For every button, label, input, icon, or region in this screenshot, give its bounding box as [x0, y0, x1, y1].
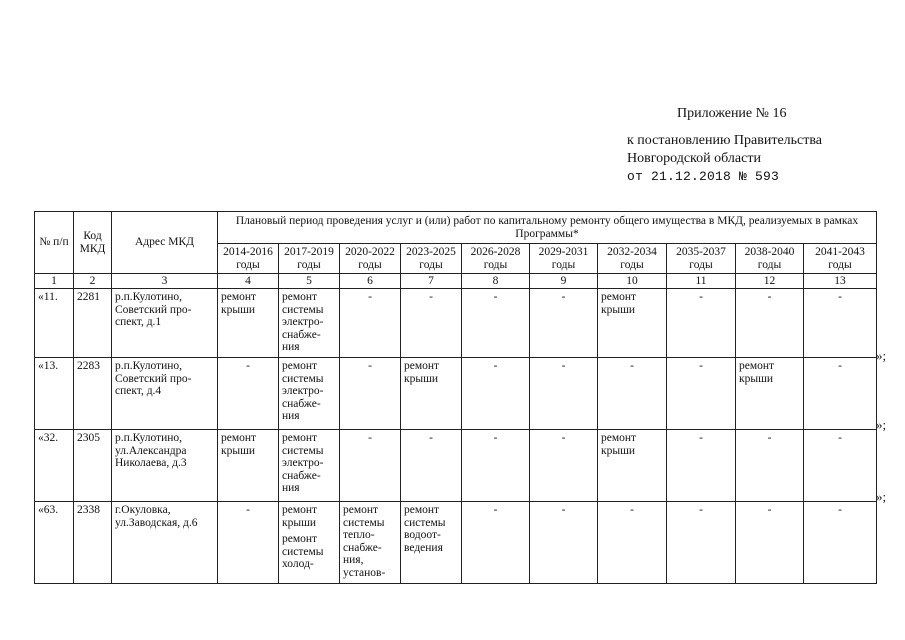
work-cell: - [462, 358, 530, 430]
row-code: 2338 [74, 502, 112, 584]
work-cell: ремонт системы электро-снабже-ния [279, 358, 340, 430]
period-header: 2014-2016 годы [218, 244, 279, 274]
work-cell: ремонт крыши [598, 289, 667, 358]
period-header: 2032-2034 годы [598, 244, 667, 274]
row-address: р.п.Кулотино, Советский про-спект, д.4 [112, 358, 218, 430]
work-cell: - [804, 502, 877, 584]
column-number: 7 [401, 274, 462, 289]
table-row [35, 502, 877, 584]
row-end-mark: »; [876, 417, 887, 432]
row-num: «11. [35, 289, 74, 358]
table-row [35, 289, 877, 358]
row-end-mark: »; [876, 348, 887, 363]
work-cell: - [736, 430, 804, 502]
column-number: 4 [218, 274, 279, 289]
column-number: 6 [340, 274, 401, 289]
work-cell: - [462, 430, 530, 502]
work-cell: - [218, 358, 279, 430]
work-cell: - [340, 358, 401, 430]
column-number: 13 [804, 274, 877, 289]
column-number: 2 [74, 274, 112, 289]
work-cell: - [462, 289, 530, 358]
work-cell: ремонт системы электро-снабже-ния [279, 289, 340, 358]
work-cell: - [804, 430, 877, 502]
work-cell: - [340, 289, 401, 358]
work-cell: ремонт крыши [218, 289, 279, 358]
column-number: 11 [667, 274, 736, 289]
column-number: 12 [736, 274, 804, 289]
work-cell: ремонт крыши [736, 358, 804, 430]
work-cell: - [530, 430, 598, 502]
period-header: 2035-2037 годы [667, 244, 736, 274]
header-address: Адрес МКД [112, 212, 218, 274]
work-cell: - [218, 502, 279, 584]
work-cell: ремонт крыши [401, 358, 462, 430]
work-cell: - [667, 430, 736, 502]
header-num: № п/п [35, 212, 74, 274]
work-cell: ремонт крыши [218, 430, 279, 502]
work-cell: - [340, 430, 401, 502]
period-header: 2017-2019 годы [279, 244, 340, 274]
header-period-title: Плановый период проведения услуг и (или) работ по капитальному ремонту общего имущества в МКД, реализуемых в рамках Программы* [218, 212, 877, 244]
work-cell: - [530, 502, 598, 584]
column-number: 9 [530, 274, 598, 289]
column-number: 5 [279, 274, 340, 289]
repair-schedule-table [34, 211, 877, 584]
row-address: р.п.Кулотино, ул.Александра Николаева, д.3 [112, 430, 218, 502]
resolution-line-2: Новгородской области [627, 151, 761, 166]
column-number: 10 [598, 274, 667, 289]
column-number: 3 [112, 274, 218, 289]
appendix-title: Приложение № 16 [677, 106, 787, 121]
work-cell: ремонт системы водоот-ведения [401, 502, 462, 584]
period-header: 2038-2040 годы [736, 244, 804, 274]
work-cell: - [736, 502, 804, 584]
work-item: ремонт крыши [282, 504, 318, 529]
document-header [627, 105, 822, 186]
work-cell: - [401, 430, 462, 502]
row-code: 2305 [74, 430, 112, 502]
work-cell: - [736, 289, 804, 358]
row-num: «63. [35, 502, 74, 584]
period-header: 2020-2022 годы [340, 244, 401, 274]
work-cell: - [667, 289, 736, 358]
row-address: р.п.Кулотино, Советский про-спект, д.1 [112, 289, 218, 358]
work-cell: - [667, 502, 736, 584]
column-number: 1 [35, 274, 74, 289]
work-cell: ремонт системы тепло-снабже-ния, установ- [340, 502, 401, 584]
work-item: ремонт системы холод- [282, 533, 324, 570]
work-cell: - [598, 358, 667, 430]
column-number: 8 [462, 274, 530, 289]
work-cell: - [667, 358, 736, 430]
work-cell: - [530, 289, 598, 358]
work-cell: - [598, 502, 667, 584]
row-code: 2283 [74, 358, 112, 430]
row-num: «32. [35, 430, 74, 502]
work-cell: - [530, 358, 598, 430]
header-code: Код МКД [74, 212, 112, 274]
row-num: «13. [35, 358, 74, 430]
period-header: 2029-2031 годы [530, 244, 598, 274]
period-header: 2041-2043 годы [804, 244, 877, 274]
work-cell: - [804, 358, 877, 430]
resolution-date: от 21.12.2018 № 593 [627, 169, 780, 184]
row-address: г.Окуловка, ул.Заводская, д.6 [112, 502, 218, 584]
period-header: 2023-2025 годы [401, 244, 462, 274]
work-cell: ремонт системы электро-снабже-ния [279, 430, 340, 502]
work-cell [279, 502, 340, 584]
resolution-line-1: к постановлению Правительства [627, 133, 823, 148]
work-cell: ремонт крыши [598, 430, 667, 502]
work-cell: - [804, 289, 877, 358]
row-code: 2281 [74, 289, 112, 358]
period-header: 2026-2028 годы [462, 244, 530, 274]
table-row [35, 358, 877, 430]
work-cell: - [401, 289, 462, 358]
row-end-mark: »; [876, 489, 887, 504]
table-row [35, 430, 877, 502]
work-cell: - [462, 502, 530, 584]
